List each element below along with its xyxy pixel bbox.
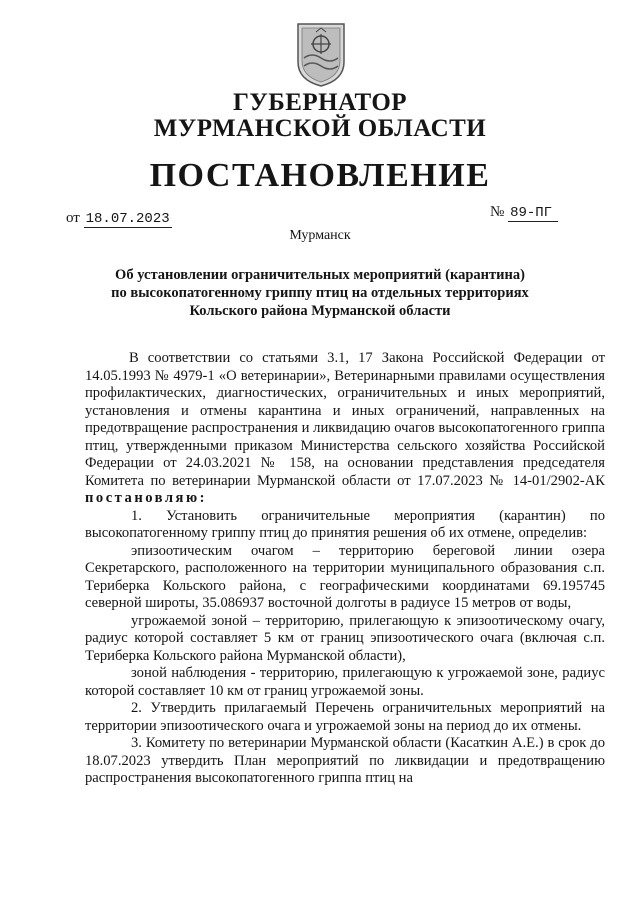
number-value: 89-ПГ	[508, 205, 558, 222]
item-1-threatened-zone: угрожаемой зоной – территорию, прилегающую к эпизоотическому очагу, радиус которой составляет 5 км от границ эпизоотического очага (включая с.п. Териберка Кольского района Мурманской области),	[85, 612, 605, 664]
item-3: 3. Комитету по ветеринарии Мурманской области (Касаткин А.Е.) в срок до 18.07.2023 утвердить План мероприятий по ликвидации и предотвращению распространения высокопатогенного гриппа птиц на	[85, 735, 605, 786]
document-body	[85, 350, 605, 788]
preamble-text: В соответствии со статьями 3.1, 17 Закона Российской Федерации от 14.05.1993 № 4979-1 «О ветеринарии», Ветеринарными правилами осуществления профилактических, диагностических, ограничительных и иных мероприятий, установления и отмены карантина и иных ограничений, направленных на предотвращение распространения и ликвидацию очагов высокопатогенного гриппа птиц, утвержденными приказом Министерства сельского хозяйства Российской Федерации от 24.03.2021 № 158, на основании представления председателя Комитета по ветеринарии Мурманской области от 17.07.2023 № 14-01/2902-АК	[85, 350, 605, 489]
document-type: ПОСТАНОВЛЕНИЕ	[149, 157, 491, 194]
document-number	[490, 204, 558, 221]
decree-word: постановляю:	[85, 490, 207, 506]
item-2: 2. Утвердить прилагаемый Перечень ограничительных мероприятий на территории эпизоотического очага и угрожаемой зоны на период до их отмены.	[85, 700, 605, 734]
item-1-epizootic-focus: эпизоотическим очагом – территорию береговой линии озера Секретарского, расположенного на территории муниципального образования с.п. Териберка Кольского района, с географическими координатами 69.195745 северной широты, 35.086937 восточной долготы в радиусе 15 метров от воды,	[85, 542, 605, 611]
document-subject	[90, 266, 550, 320]
date-prefix: от	[66, 210, 80, 226]
number-prefix: №	[490, 204, 505, 220]
item-1: 1. Установить ограничительные мероприятия (карантин) по высокопатогенному гриппу птиц до принятия решения об их отмене, определив:	[85, 507, 605, 541]
coat-of-arms-icon	[296, 22, 346, 88]
preamble-paragraph	[85, 350, 605, 508]
date-value: 18.07.2023	[85, 211, 170, 227]
governor-title: ГУБЕРНАТОР	[232, 89, 408, 116]
item-1-observation-zone: зоной наблюдения - территорию, прилегающую к угрожаемой зоне, радиус которой составляет 10 км от границ угрожаемой зоны.	[85, 665, 605, 699]
document-date	[66, 210, 172, 227]
subject-line: по высокопатогенному гриппу птиц на отдельных территориях	[111, 285, 529, 301]
subject-line: Об установлении ограничительных мероприятий (карантина)	[115, 267, 525, 283]
city: Мурманск	[289, 228, 351, 243]
region-title: МУРМАНСКОЙ ОБЛАСТИ	[153, 115, 487, 142]
subject-line: Кольского района Мурманской области	[189, 303, 451, 319]
